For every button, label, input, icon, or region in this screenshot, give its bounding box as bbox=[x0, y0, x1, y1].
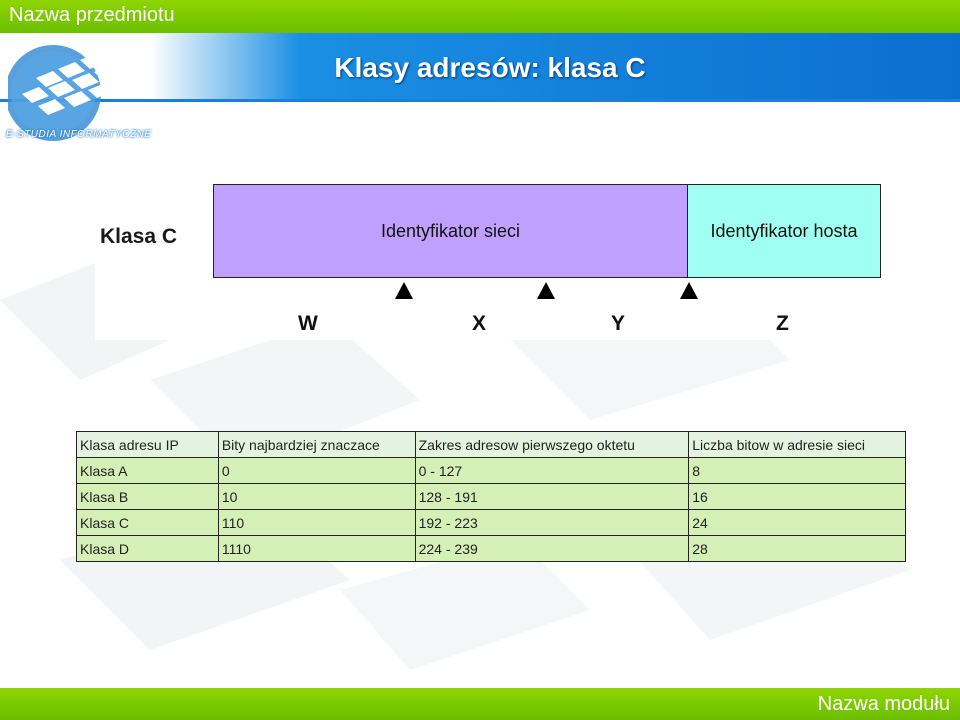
table-cell: 192 - 223 bbox=[415, 510, 689, 536]
octet-boundary-arrow-icon bbox=[395, 282, 413, 299]
table-cell: 1110 bbox=[218, 536, 415, 562]
slide-title: Klasy adresów: klasa C bbox=[334, 52, 646, 83]
table-cell: 28 bbox=[689, 536, 906, 562]
table-cell: Klasa C bbox=[77, 510, 219, 536]
table-cell: 0 - 127 bbox=[415, 458, 689, 484]
octet-label-y: Y bbox=[611, 312, 626, 335]
address-class-table bbox=[76, 431, 906, 562]
octet-boundary-arrow-icon bbox=[537, 282, 555, 299]
class-label: Klasa C bbox=[100, 225, 178, 248]
table-row bbox=[77, 536, 906, 562]
table-cell: 224 - 239 bbox=[415, 536, 689, 562]
octet-label-x: X bbox=[472, 312, 487, 335]
logo-caption: E-STUDIA INFORMATYCZNE bbox=[6, 129, 152, 140]
subject-name: Nazwa przedmiotu bbox=[9, 4, 175, 26]
table-cell: Klasa A bbox=[77, 458, 219, 484]
octet-label-z: Z bbox=[776, 312, 789, 335]
table-header-row bbox=[77, 432, 906, 458]
table-cell: 16 bbox=[689, 484, 906, 510]
table-cell: 128 - 191 bbox=[415, 484, 689, 510]
table-row bbox=[77, 458, 906, 484]
table-cell: 10 bbox=[218, 484, 415, 510]
octet-boundary-arrow-icon bbox=[680, 282, 698, 299]
octet-label-w: W bbox=[298, 312, 318, 335]
network-id-label: Identyfikator sieci bbox=[380, 221, 521, 241]
bottom-bar bbox=[0, 688, 960, 720]
table-cell: Klasa B bbox=[77, 484, 219, 510]
table-cell: 24 bbox=[689, 510, 906, 536]
table-cell: 110 bbox=[218, 510, 415, 536]
host-id-label: Identyfikator hosta bbox=[710, 221, 858, 241]
table-header-cell: Bity najbardziej znaczace bbox=[218, 432, 415, 458]
table-row bbox=[77, 510, 906, 536]
table-header-cell: Klasa adresu IP bbox=[77, 432, 219, 458]
table-cell: 8 bbox=[689, 458, 906, 484]
table-header-cell: Zakres adresow pierwszego oktetu bbox=[415, 432, 689, 458]
module-name: Nazwa modułu bbox=[817, 693, 950, 715]
table-header-cell: Liczba bitow w adresie sieci bbox=[689, 432, 906, 458]
table-cell: 0 bbox=[218, 458, 415, 484]
host-id-box bbox=[688, 184, 881, 278]
table-cell: Klasa D bbox=[77, 536, 219, 562]
network-id-box bbox=[213, 184, 688, 278]
table-row bbox=[77, 484, 906, 510]
